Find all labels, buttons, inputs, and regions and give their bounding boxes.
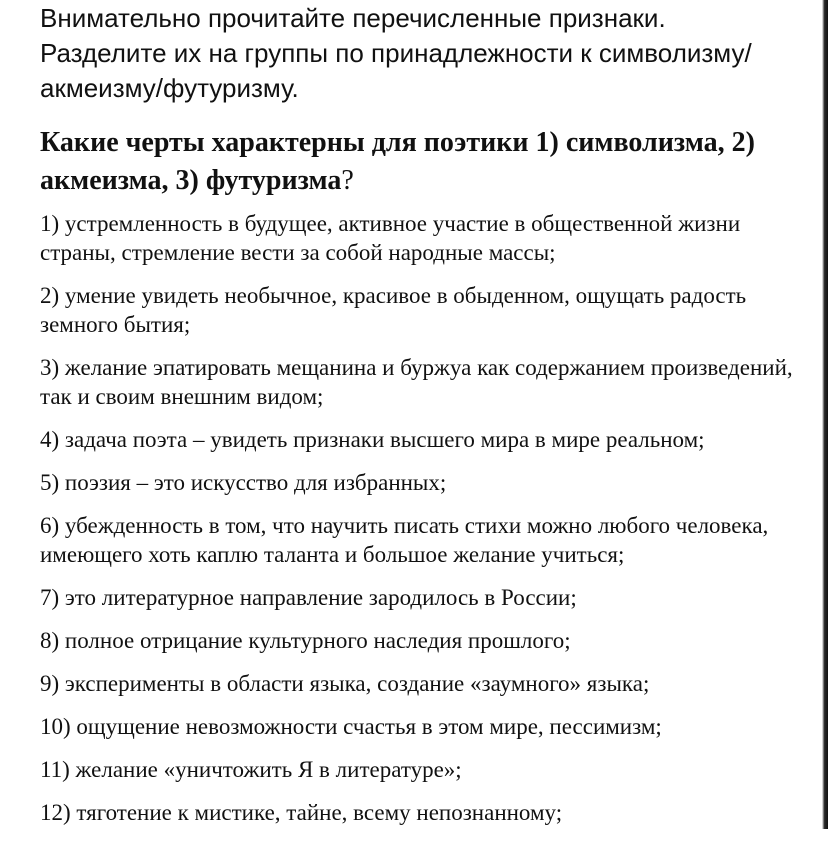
instruction-line-3: акмеизму/футуризму. xyxy=(40,73,299,103)
list-item: 7) это литературное направление зародилось в России; xyxy=(40,585,577,610)
question-bold-text: Какие черты характерны для поэтики 1) символизма, 2) акмеизма, 3) футуризма xyxy=(40,127,755,196)
question-mark: ? xyxy=(341,165,354,196)
list-item: 10) ощущение невозможности счастья в этом мире, пессимизм; xyxy=(40,714,662,739)
document-page xyxy=(40,0,810,841)
list-item: 5) поэзия – это искусство для избранных; xyxy=(40,470,447,495)
list-item: 3) желание эпатировать мещанина и буржуа как содержанием произведений, так и своим внешним видом; xyxy=(40,355,793,409)
scrollbar-edge[interactable] xyxy=(822,0,828,829)
instruction-line-1: Внимательно прочитайте перечисленные признаки. xyxy=(40,3,666,33)
list-item: 8) полное отрицание культурного наследия прошлого; xyxy=(40,628,571,653)
question-heading xyxy=(40,124,810,200)
instruction-text xyxy=(40,0,810,106)
list-item: 9) эксперименты в области языка, создание «заумного» языка; xyxy=(40,671,650,696)
list-item: 6) убежденность в том, что научить писать стихи можно любого человека, имеющего хоть каплю таланта и большое желание учиться; xyxy=(40,513,769,567)
feature-list xyxy=(40,209,810,827)
list-item: 12) тяготение к мистике, тайне, всему непознанному; xyxy=(40,800,563,825)
list-item: 11) желание «уничтожить Я в литературе»; xyxy=(40,757,462,782)
instruction-line-2: Разделите их на группы по принадлежности к символизму/ xyxy=(40,38,752,68)
list-item: 4) задача поэта – увидеть признаки высшего мира в мире реальном; xyxy=(40,427,705,452)
list-item: 1) устремленность в будущее, активное участие в общественной жизни страны, стремление вести за собой народные массы; xyxy=(40,211,741,265)
list-item: 2) умение увидеть необычное, красивое в обыденном, ощущать радость земного бытия; xyxy=(40,283,747,337)
